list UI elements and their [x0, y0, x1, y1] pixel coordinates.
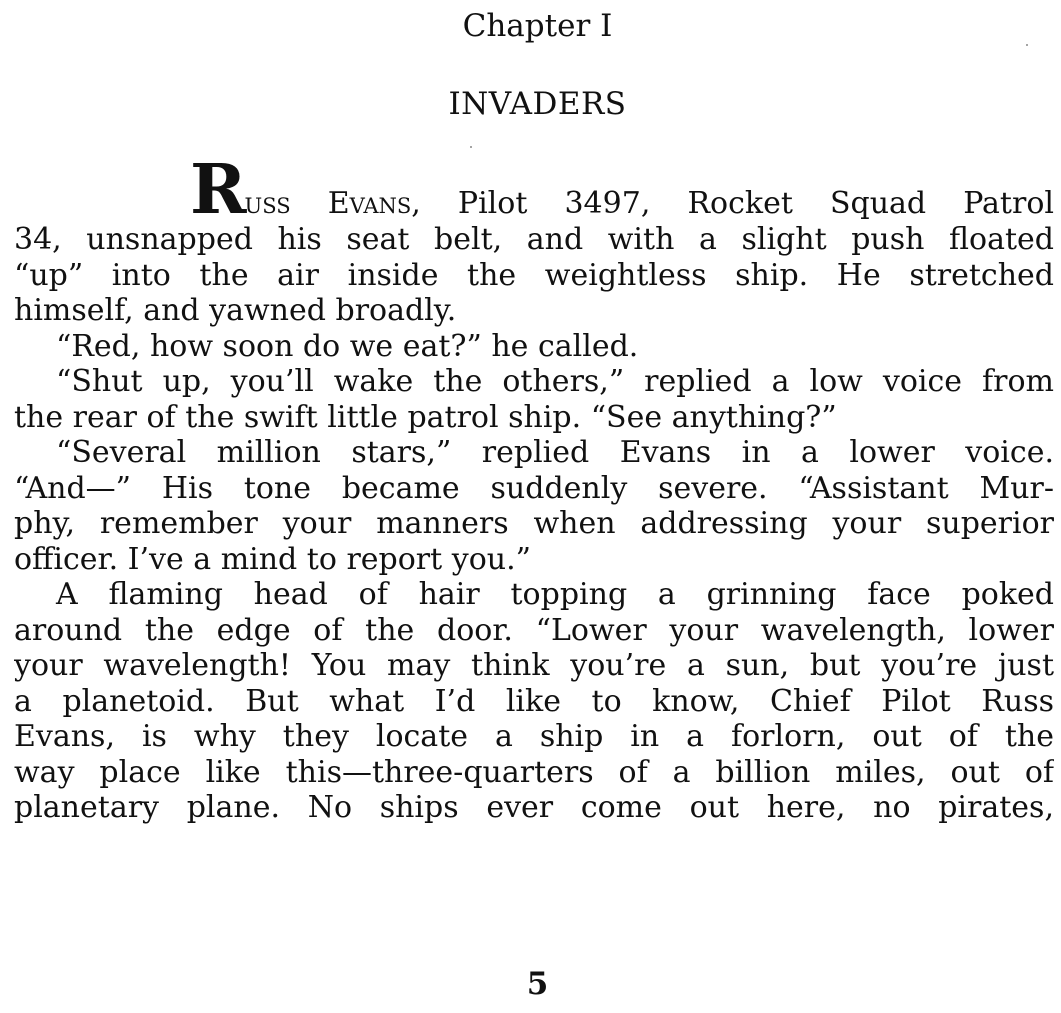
paper-speck	[1026, 44, 1028, 46]
text-line: 34, unsnapped his seat belt, and with a slight push floated	[14, 222, 1054, 257]
opening-rest: Pilot 3497, Rocket Squad Patrol	[420, 186, 1054, 221]
text-line: “Shut up, you’ll wake the others,” replied a low voice from	[56, 364, 1054, 399]
drop-cap: R	[190, 158, 245, 222]
text-line: Evans, is why they locate a ship in a forlorn, out of the	[14, 719, 1054, 754]
text-line: officer. I’ve a mind to report you.”	[14, 541, 531, 577]
page-number: 5	[526, 966, 549, 1002]
text-line: way place like this—three-quarters of a billion miles, out of	[14, 754, 1054, 790]
text-line: himself, and yawned broadly.	[14, 293, 457, 328]
text-line: planetary plane. No ships ever come out here, no pirates,	[14, 790, 1054, 825]
opening-line	[190, 158, 1054, 222]
text-line: “up” into the air inside the weightless ship. He stretched	[14, 257, 1054, 293]
text-line: around the edge of the door. “Lower your wavelength, lower	[14, 612, 1054, 648]
body-text	[14, 158, 1054, 826]
text-line: A flaming head of hair topping a grinning face poked	[56, 577, 1054, 612]
chapter-label: Chapter I	[462, 8, 613, 44]
chapter-title: INVADERS	[448, 86, 627, 122]
text-line: phy, remember your manners when addressing your superior	[14, 506, 1054, 541]
text-line: “Red, how soon do we eat?” he called.	[56, 328, 639, 364]
paper-speck	[470, 146, 472, 148]
text-line: the rear of the swift little patrol ship. “See anything?”	[14, 399, 837, 435]
opening-small-caps: uss Evans,	[244, 186, 421, 221]
text-line: your wavelength! You may think you’re a sun, but you’re just	[14, 648, 1054, 683]
text-line: a planetoid. But what I’d like to know, Chief Pilot Russ	[14, 683, 1054, 719]
text-line: “Several million stars,” replied Evans in a lower voice.	[56, 435, 1054, 470]
text-line: “And—” His tone became suddenly severe. “Assistant Mur-	[14, 470, 1054, 506]
